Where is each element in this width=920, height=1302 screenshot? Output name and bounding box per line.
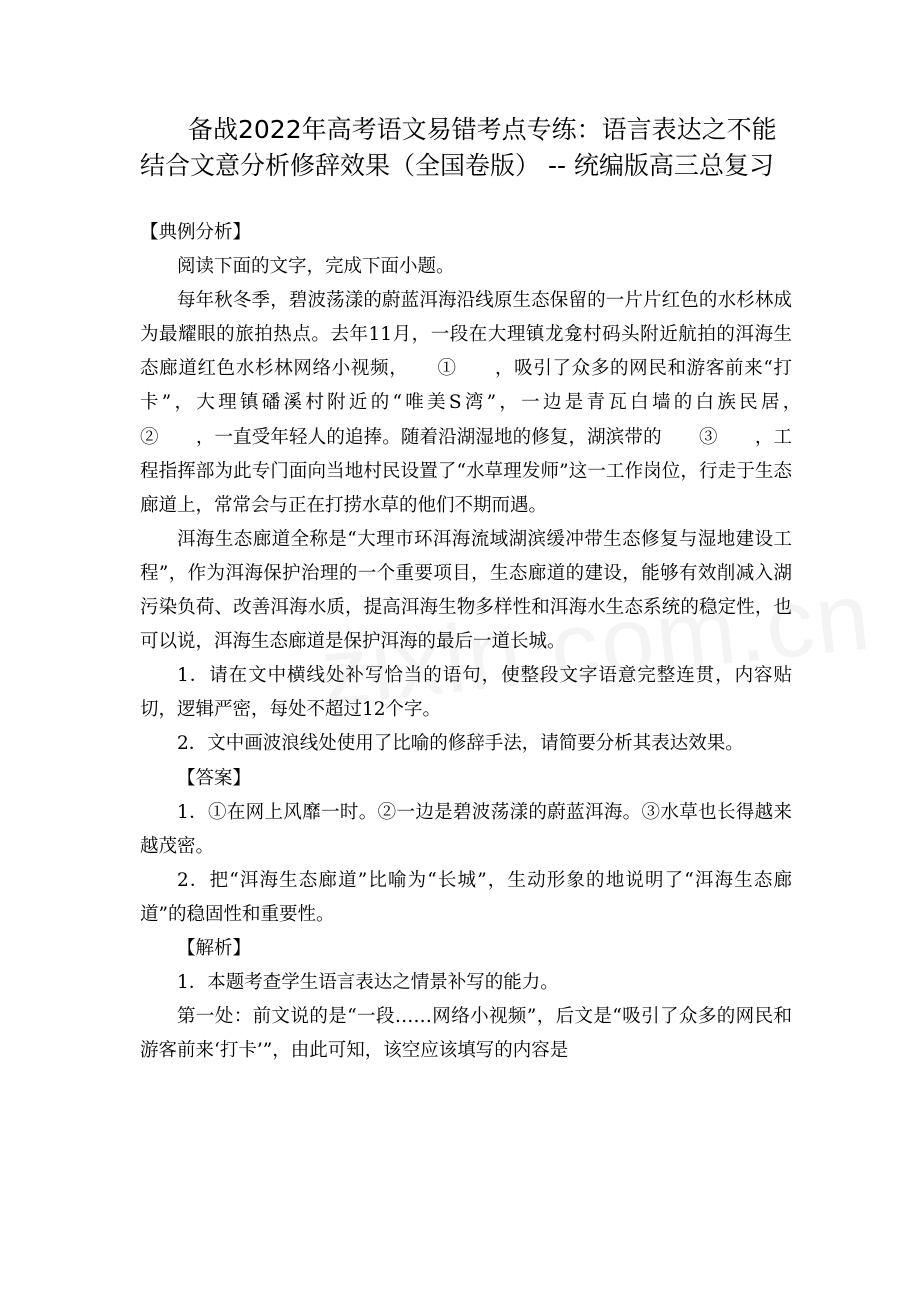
analysis-paragraph-2: 第一处：前文说的是“一段……网络小视频”，后文是“吸引了众多的网民和游客前来‘打卡’”，由此可知，该空应该填写的内容是 xyxy=(140,1006,792,1062)
passage-paragraph-2: 洱海生态廊道全称是“大理市环洱海流域湖滨缓冲带生态修复与湿地建设工程”，作为洱海保护治理的一个重要项目，生态廊道的建设，能够有效削减入湖污染负荷、改善洱海水质，提高洱海生物多样性和洱海水生态系统的稳定性，也可以说，洱海生态廊道是保护洱海的最后一道长城。 xyxy=(140,528,792,653)
instruction-paragraph: 阅读下面的文字，完成下面小题。 xyxy=(177,256,455,278)
passage-paragraph-1: 每年秋冬季，碧波荡漾的蔚蓝洱海沿线原生态保留的一片片红色的水杉林成为最耀眼的旅拍热点。去年11月，一段在大理镇龙龛村码头附近航拍的洱海生态廊道红色水杉林网络小视频， ① ，吸引了众多的网民和游客前来“打卡”，大理镇磻溪村附近的“唯美S湾”，一边是青瓦白墙的白族民居， ② ，一直受年轻人的追捧。随着沿湖湿地的修复，湖滨带的 ③ ，工程指挥部为此专门面向当地村民设置了“水草理发师”这一工作岗位，行走于生态廊道上，常常会与正在打捞水草的他们不期而遇。 xyxy=(140,290,830,516)
question-1: 1．请在文中横线处补写恰当的语句，使整段文字语意完整连贯，内容贴切，逻辑严密，每处不超过12个字。 xyxy=(140,665,792,721)
document-body xyxy=(140,216,830,1068)
analysis-paragraph-1: 1．本题考查学生语言表达之情景补写的能力。 xyxy=(177,972,559,994)
title-line-1: 备战2022年高考语文易错考点专练：语言表达之不能 xyxy=(188,115,777,144)
answer-2: 2．把“洱海生态廊道”比喻为“长城”，生动形象的地说明了“洱海生态廊道”的稳固性和重要性。 xyxy=(140,869,792,925)
answer-1: 1．①在网上风靡一时。②一边是碧波荡漾的蔚蓝洱海。③水草也长得越来越茂密。 xyxy=(140,801,792,857)
section-heading-example-analysis: 【典例分析】 xyxy=(140,222,252,243)
document-title xyxy=(140,112,790,184)
title-line-2: 结合文意分析修辞效果（全国卷版） -- 统编版高三总复习 xyxy=(140,151,774,180)
question-2: 2．文中画波浪线处使用了比喻的修辞手法，请简要分析其表达效果。 xyxy=(177,733,744,755)
section-heading-analysis: 【解析】 xyxy=(177,937,252,959)
section-heading-answer: 【答案】 xyxy=(177,767,252,789)
